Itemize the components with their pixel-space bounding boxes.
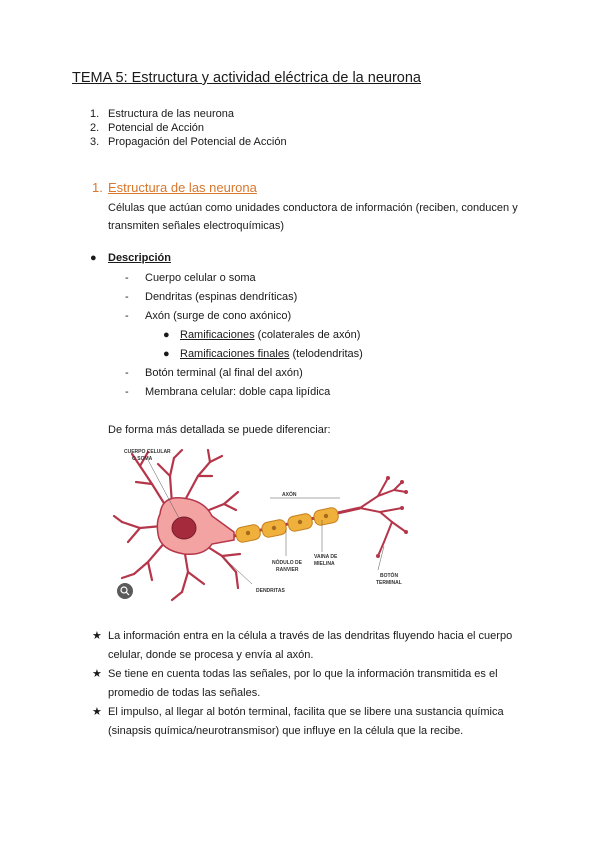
section-intro-line: transmiten señales electroquímicas) [108, 220, 285, 232]
sub-item-term: Ramificaciones [180, 329, 255, 341]
dash-marker: - [125, 291, 129, 303]
list-item [125, 386, 330, 398]
bullet-text-line: El impulso, al llegar al botón terminal, facilita que se libere una sustancia química [108, 706, 504, 718]
dash-marker: - [125, 386, 129, 398]
sub-item-rest: (colaterales de axón) [254, 329, 361, 341]
star-bullet-item [92, 703, 532, 743]
section-number: 1. [92, 180, 103, 195]
toc-label: Potencial de Acción [108, 122, 205, 134]
list-item-text: Dendritas (espinas dendríticas) [145, 291, 298, 303]
list-item-text: Cuerpo celular o soma [145, 272, 256, 284]
sub-list-item [163, 329, 360, 341]
toc-number: 3. [90, 136, 100, 148]
bullet-text-line: (sinapsis química/neurotransmisor) que influye en la célula que la recibe. [108, 725, 464, 737]
label-terminal: BOTÓN [380, 573, 399, 579]
toc-label: Propagación del Potencial de Acción [108, 136, 287, 148]
label-terminal: TERMINAL [376, 580, 402, 586]
sub-item-rest: (telodendritas) [289, 348, 363, 360]
dash-marker: - [125, 367, 129, 379]
label-dendrites: DENDRITAS [256, 588, 285, 594]
sub-item-term: Ramificaciones finales [180, 348, 290, 360]
list-item-text: Botón terminal (al final del axón) [145, 367, 303, 379]
label-ranvier: NÓDULO DE [272, 560, 302, 566]
toc-item [90, 136, 287, 148]
label-myelin: VAINA DE [314, 554, 338, 560]
page-title: TEMA 5: Estructura y actividad eléctrica de la neurona [72, 70, 421, 86]
star-bullet-item [92, 665, 532, 705]
list-item [125, 367, 303, 379]
label-myelin: MIELINA [314, 561, 335, 567]
nucleus [172, 517, 196, 539]
label-axon: AXÓN [282, 492, 297, 498]
bullet-dot: ● [90, 252, 97, 264]
sub-list-item [163, 348, 363, 360]
star-icon: ★ [92, 668, 102, 680]
neuron-diagram [112, 446, 412, 604]
list-item [125, 291, 297, 303]
label-ranvier: RANVIER [276, 567, 299, 573]
label-soma: CUERPO CELULAR [124, 449, 171, 455]
description-title: Descripción [108, 252, 171, 264]
list-item-text: Axón (surge de cono axónico) [145, 310, 292, 322]
list-item [125, 310, 291, 322]
toc-number: 2. [90, 122, 100, 134]
label-soma: O SOMA [132, 456, 153, 462]
toc-number: 1. [90, 108, 100, 120]
list-item-text: Membrana celular: doble capa lipídica [145, 386, 331, 398]
axon-terminals [360, 478, 406, 556]
list-item [125, 272, 256, 284]
bullet-text-line: promedio de todas las señales. [108, 687, 261, 699]
section-heading [92, 180, 257, 195]
bullet-text-line: Se tiene en cuenta todas las señales, por lo que la información transmitida es el [108, 668, 498, 680]
toc-item [90, 122, 204, 134]
toc-item [90, 108, 234, 120]
bullet-text-line: La información entra en la célula a través de las dendritas fluyendo hacia el cuerpo [108, 630, 513, 642]
section-title: Estructura de las neurona [108, 180, 257, 195]
star-icon: ★ [92, 706, 102, 718]
section-intro-line: Células que actúan como unidades conductora de información (reciben, conducen y [108, 202, 518, 214]
description-heading [90, 252, 171, 264]
bullet-dot: ● [163, 329, 170, 341]
bullet-dot: ● [163, 348, 170, 360]
dash-marker: - [125, 272, 129, 284]
terminal-buttons [376, 476, 408, 558]
figure-intro: De forma más detallada se puede diferenciar: [108, 424, 331, 436]
toc-label: Estructura de las neurona [108, 108, 234, 120]
star-icon: ★ [92, 630, 102, 642]
dash-marker: - [125, 310, 129, 322]
star-bullet-item [92, 627, 532, 667]
bullet-text-line: celular, donde se procesa y envía al axón. [108, 649, 314, 661]
lens-icon[interactable] [117, 583, 133, 599]
